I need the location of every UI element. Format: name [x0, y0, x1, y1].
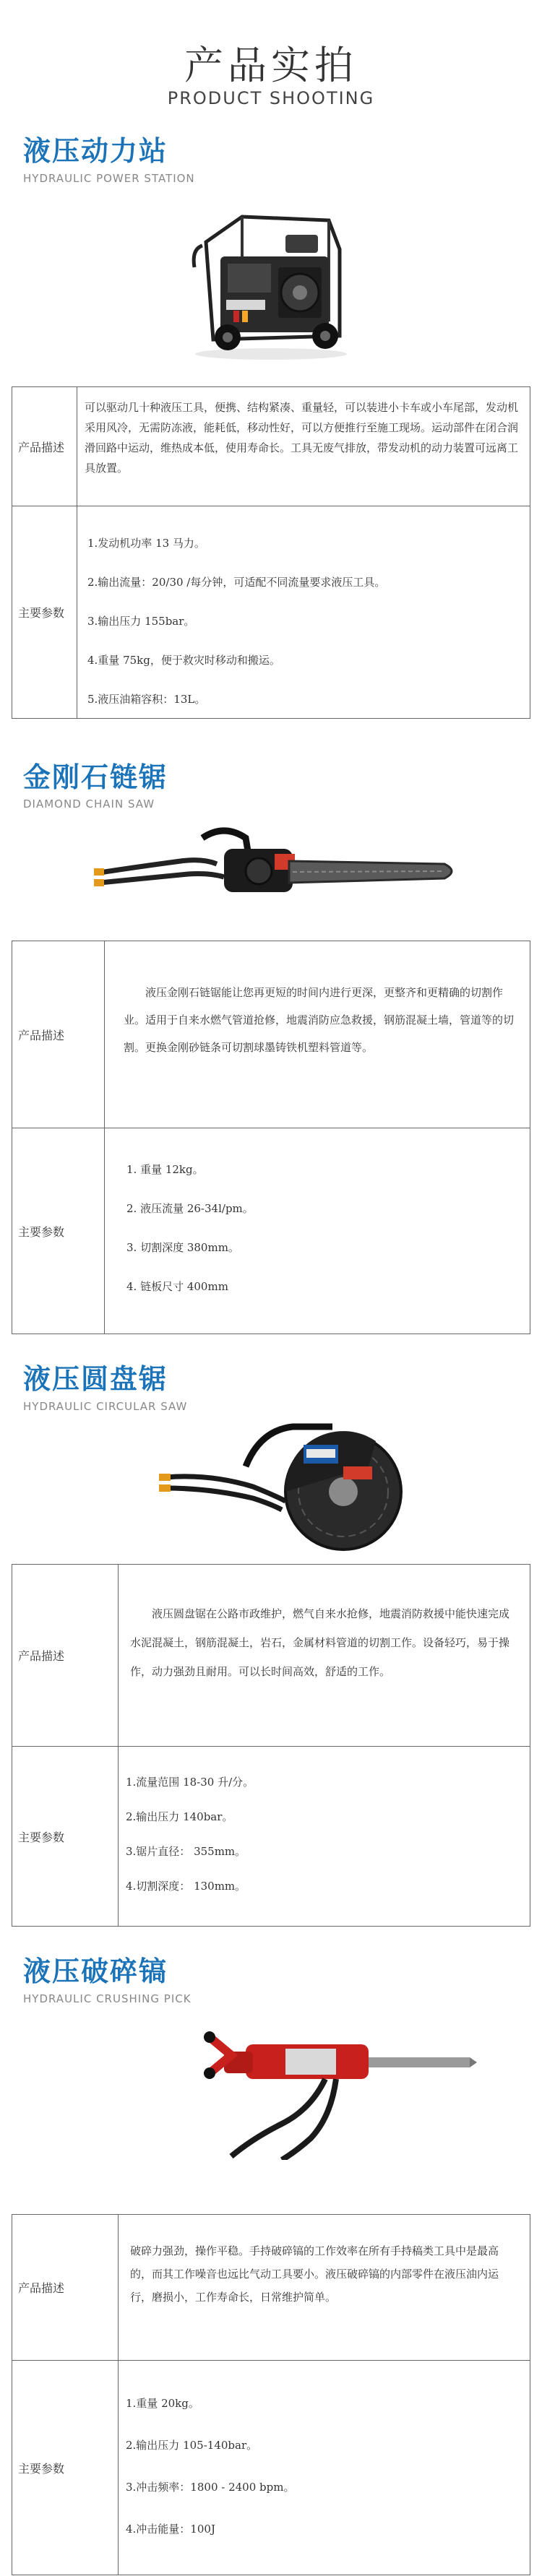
- spec-label-params: 主要参数: [12, 506, 77, 718]
- spec-table-chain-saw: [12, 941, 530, 1334]
- spec-description: [77, 387, 530, 506]
- spec-table-circular-saw: [12, 1564, 530, 1927]
- spec-row-description: [12, 387, 530, 506]
- spec-params: [119, 1747, 530, 1926]
- diamond-chain-saw-image: [94, 816, 463, 917]
- param-item: 4. 链板尺寸 400mm: [126, 1280, 228, 1293]
- spec-label-params: 主要参数: [12, 1128, 105, 1334]
- hydraulic-power-station-image: [184, 199, 358, 365]
- spec-label-description: 产品描述: [12, 1565, 119, 1746]
- spec-label-description: 产品描述: [12, 387, 77, 506]
- hydraulic-breaker-image: [202, 2023, 477, 2160]
- description-text: 液压圆盘锯在公路市政维护，燃气自来水抢修，地震消防救援中能快速完成水泥混凝土，钢筋混凝土，岩石，金属材料管道的切割工作。设备轻巧，易于操作，动力强劲且耐用。可以长时间高效，舒适的工作。: [130, 1607, 510, 1678]
- spec-row-description: [12, 941, 530, 1128]
- section-subtitle-circular-saw: HYDRAULIC CIRCULAR SAW: [23, 1400, 188, 1413]
- spec-row-params: [12, 1747, 530, 1926]
- spec-description: [119, 2215, 530, 2360]
- description-text: 破碎力强劲，操作平稳。手持破碎镐的工作效率在所有手持稿类工具中是最高的，而其工作噪音也远比气动工具要小。液压破碎镐的内部零件在液压油内运行，磨损小，工作寿命长，日常维护简单。: [130, 2244, 499, 2304]
- spec-row-params: [12, 506, 530, 718]
- spec-label-params: 主要参数: [12, 2361, 119, 2575]
- spec-description: [119, 1565, 530, 1746]
- param-item: 2. 液压流量 26-34l/pm。: [126, 1202, 254, 1215]
- param-item: 1. 重量 12kg。: [126, 1163, 204, 1176]
- spec-params: [77, 506, 530, 718]
- description-text: 可以驱动几十种液压工具，便携、结构紧凑、重量轻，可以装进小卡车或小车尾部，发动机采用风冷，无需防冻液，能耗低，移动性好，可以方便推行至施工现场。运动部件在闭合润滑回路中运动，维热成本低，使用寿命长。工具无废气排放，带发动机的动力装置可远离工具放置。: [85, 401, 519, 475]
- param-list: [87, 535, 522, 730]
- param-item: 5.液压油箱容积：13L。: [87, 693, 206, 706]
- section-subtitle-crushing-pick: HYDRAULIC CRUSHING PICK: [23, 1992, 192, 2005]
- param-item: 3.输出压力 155bar。: [87, 615, 195, 628]
- spec-table-power-station: [12, 386, 530, 719]
- section-title-chain-saw: 金刚石链锯: [23, 761, 168, 793]
- param-item: 3. 切割深度 380mm。: [126, 1241, 239, 1254]
- param-item: 1.流量范围 18-30 升/分。: [126, 1776, 254, 1789]
- param-item: 3.锯片直径： 355mm。: [126, 1845, 246, 1858]
- param-item: 3.冲击频率：1800 - 2400 bpm。: [126, 2481, 295, 2494]
- param-item: 2.输出压力 105-140bar。: [126, 2439, 258, 2452]
- page-header: [0, 0, 542, 123]
- spec-label-params: 主要参数: [12, 1747, 119, 1926]
- param-item: 4.重量 75kg，便于救灾时移动和搬运。: [87, 654, 280, 667]
- param-item: 1.发动机功率 13 马力。: [87, 537, 205, 550]
- section-title-power-station: 液压动力站: [23, 135, 168, 167]
- hydraulic-circular-saw-image: [159, 1416, 419, 1553]
- param-list: [126, 1774, 522, 1913]
- param-list: [126, 1162, 522, 1318]
- param-item: 4.切割深度： 130mm。: [126, 1880, 246, 1893]
- param-item: 1.重量 20kg。: [126, 2397, 199, 2410]
- spec-row-params: [12, 2361, 530, 2575]
- section-title-circular-saw: 液压圆盘锯: [23, 1363, 168, 1395]
- spec-label-description: 产品描述: [12, 2215, 119, 2360]
- param-item: 2.输出流量：20/30 /每分钟，可适配不同流量要求液压工具。: [87, 576, 386, 589]
- page-subtitle: PRODUCT SHOOTING: [167, 88, 375, 108]
- param-list: [126, 2395, 522, 2563]
- spec-params: [105, 1128, 530, 1334]
- section-title-crushing-pick: 液压破碎镐: [23, 1955, 168, 1987]
- spec-params: [119, 2361, 530, 2575]
- spec-label-description: 产品描述: [12, 941, 105, 1128]
- spec-row-description: [12, 1565, 530, 1747]
- spec-row-params: [12, 1128, 530, 1334]
- spec-description: [105, 941, 530, 1128]
- description-text: 液压金刚石链锯能让您再更短的时间内进行更深，更整齐和更精确的切割作业。适用于自来水燃气管道抢修，地震消防应急救援，钢筋混凝土墙，管道等的切割。更换金刚砂链条可切割球墨铸铁机塑料管道等。: [124, 986, 515, 1054]
- page-title: 产品实拍: [184, 43, 358, 88]
- section-subtitle-power-station: HYDRAULIC POWER STATION: [23, 172, 195, 185]
- param-item: 4.冲击能量：100J: [126, 2523, 215, 2536]
- spec-row-description: [12, 2215, 530, 2361]
- param-item: 2.输出压力 140bar。: [126, 1810, 233, 1823]
- spec-table-crushing-pick: [12, 2214, 530, 2575]
- section-subtitle-chain-saw: DIAMOND CHAIN SAW: [23, 798, 155, 811]
